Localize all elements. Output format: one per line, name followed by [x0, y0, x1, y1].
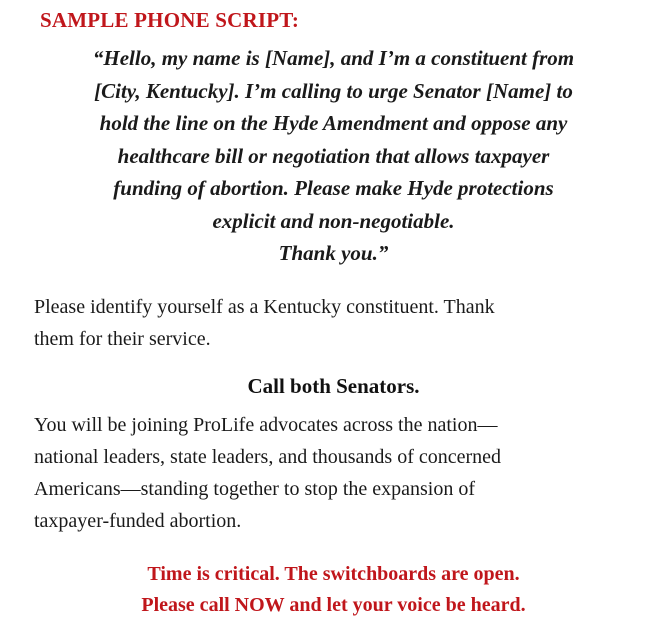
paragraph-line: Americans—standing together to stop the expansion of [34, 478, 476, 500]
phone-script-quote [20, 42, 647, 270]
paragraph-line: Please identify yourself as a Kentucky constituent. Thank [34, 296, 495, 318]
identify-paragraph [34, 291, 649, 355]
call-to-action [0, 559, 667, 621]
paragraph-line: them for their service. [34, 328, 211, 350]
call-both-senators-heading: Call both Senators. [247, 374, 420, 398]
paragraph-line: You will be joining ProLife advocates across the nation— [34, 414, 498, 436]
sample-phone-script-heading: SAMPLE PHONE SCRIPT: [40, 8, 300, 32]
paragraph-line: national leaders, state leaders, and thousands of concerned [34, 446, 502, 468]
script-line: “Hello, my name is [Name], and I’m a constituent from [92, 46, 575, 70]
script-line: healthcare bill or negotiation that allows taxpayer [117, 143, 550, 168]
call-to-action-line: Please call NOW and let your voice be heard. [141, 594, 526, 616]
script-line: explicit and non-negotiable. [212, 208, 455, 233]
paragraph-line: taxpayer-funded abortion. [34, 510, 242, 532]
joining-advocates-paragraph [34, 409, 649, 537]
script-line: hold the line on the Hyde Amendment and oppose any [99, 111, 568, 135]
script-line: [City, Kentucky]. I’m calling to urge Senator [Name] to [94, 78, 573, 103]
call-to-action-line: Time is critical. The switchboards are open. [147, 563, 520, 585]
script-line: funding of abortion. Please make Hyde protections [113, 176, 554, 200]
script-line: Thank you.” [278, 241, 389, 265]
